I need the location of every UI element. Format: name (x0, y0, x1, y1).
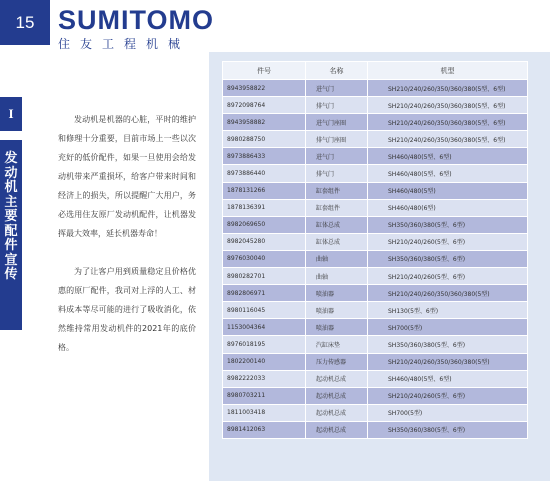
intro-paragraph-1: 发动机是机器的心脏，平时的维护和修理十分重要，目前市场上一些以次充好的低价配件，如果一旦使用会给发动机带来严重损坏，给客户带来时间和经济上的损失，所以提醒广大用户，务必选用住友原厂发动机配件，让机器发挥最大效率，延长机器寿命！ (58, 115, 196, 238)
section-number: I (0, 97, 22, 131)
cell-name: 起动机总成 (306, 370, 368, 387)
cell-part-number: 8982045280 (223, 233, 306, 250)
section-title-char: 发 (4, 151, 18, 166)
brand-name-cn: 住友工程机械 (58, 37, 191, 51)
cell-model: SH700(5型) (368, 319, 528, 336)
table-row (223, 182, 528, 199)
cell-model: SH460/480(6型) (368, 199, 528, 216)
cell-model: SH460/480(5型) (368, 182, 528, 199)
cell-model: SH210/240/260/350/360/380(5型、6型) (368, 114, 528, 131)
table-row (223, 148, 528, 165)
cell-part-number: 8972098764 (223, 97, 306, 114)
cell-name: 进气门 (306, 148, 368, 165)
cell-model: SH350/360/380(5型、6型) (368, 250, 528, 267)
cell-part-number: 1878136391 (223, 199, 306, 216)
section-title-char: 件 (4, 238, 18, 253)
table-row (223, 97, 528, 114)
header-model: 机型 (368, 62, 528, 80)
cell-name: 起动机总成 (306, 421, 368, 438)
section-title-char: 配 (4, 223, 18, 239)
cell-part-number: 8943958882 (223, 114, 306, 131)
table-row (223, 404, 528, 421)
section-title-char: 主 (4, 194, 18, 210)
header-name: 名称 (306, 62, 368, 80)
cell-part-number: 8980282701 (223, 268, 306, 285)
cell-model: SH210/240/260/350/360/380(5型、6型) (368, 131, 528, 148)
cell-part-number: 8982222033 (223, 370, 306, 387)
table-row (223, 353, 528, 370)
table-row (223, 302, 528, 319)
cell-model: SH210/240/260/350/360/380(5型、6型) (368, 97, 528, 114)
cell-model: SH350/360/380(5型、6型) (368, 421, 528, 438)
table-row (223, 421, 528, 438)
cell-model: SH210/240/260(5型、6型) (368, 233, 528, 250)
table-row (223, 165, 528, 182)
page-number: 15 (0, 0, 50, 45)
cell-part-number: 8976018195 (223, 336, 306, 353)
cell-name: 排气门 (306, 165, 368, 182)
cell-model: SH130(5型、6型) (368, 302, 528, 319)
cell-part-number: 8982069650 (223, 216, 306, 233)
cell-name: 进气门座圈 (306, 114, 368, 131)
cell-name: 喷油器 (306, 302, 368, 319)
cell-name: 喷油器 (306, 285, 368, 302)
cell-part-number: 1811003418 (223, 404, 306, 421)
cell-part-number: 1153004364 (223, 319, 306, 336)
cell-part-number: 8982806971 (223, 285, 306, 302)
table-row (223, 199, 528, 216)
cell-model: SH210/240/260/350/360/380(5型) (368, 285, 528, 302)
table-row (223, 370, 528, 387)
cell-name: 曲轴 (306, 250, 368, 267)
cell-part-number: 8981412063 (223, 421, 306, 438)
cell-model: SH700(5型) (368, 404, 528, 421)
header-part-number: 件号 (223, 62, 306, 80)
cell-name: 汽缸床垫 (306, 336, 368, 353)
cell-part-number: 8980116045 (223, 302, 306, 319)
cell-name: 起动机总成 (306, 404, 368, 421)
table-row (223, 268, 528, 285)
section-title-char: 传 (4, 267, 18, 282)
brand-name: SUMITOMO (58, 5, 214, 35)
cell-model: SH460/480(5型、6型) (368, 370, 528, 387)
cell-part-number: 1802200140 (223, 353, 306, 370)
section-title-char: 宣 (4, 252, 18, 268)
table-row (223, 216, 528, 233)
cell-model: SH460/480(5型、6型) (368, 148, 528, 165)
cell-name: 缸体总成 (306, 233, 368, 250)
intro-paragraph-2: 为了让客户用到质量稳定且价格优惠的原厂配件，我司对上浮的人工、材料成本等尽可能的进行了吸收消化，依然维持常用发动机件的2021年的底价格。 (58, 267, 196, 352)
brand-logo (58, 7, 214, 51)
table-row (223, 285, 528, 302)
cell-name: 进气门 (306, 80, 368, 97)
intro-text (58, 110, 196, 357)
table-row (223, 336, 528, 353)
cell-part-number: 8976030040 (223, 250, 306, 267)
section-title-char: 要 (4, 209, 18, 224)
cell-name: 曲轴 (306, 268, 368, 285)
parts-table (222, 61, 528, 439)
section-title-char: 动 (4, 165, 18, 181)
section-title-char: 机 (4, 180, 18, 195)
cell-name: 排气门座圈 (306, 131, 368, 148)
table-row (223, 250, 528, 267)
cell-part-number: 8980703211 (223, 387, 306, 404)
cell-part-number: 8943958822 (223, 80, 306, 97)
cell-model: SH460/480(5型、6型) (368, 165, 528, 182)
table-row (223, 319, 528, 336)
cell-name: 压力传感器 (306, 353, 368, 370)
table-header-row (223, 62, 528, 80)
cell-model: SH350/360/380(5型、6型) (368, 336, 528, 353)
cell-name: 缸套组件 (306, 182, 368, 199)
cell-model: SH210/240/260(5型、6型) (368, 387, 528, 404)
table-row (223, 131, 528, 148)
table-row (223, 387, 528, 404)
cell-name: 缸套组件 (306, 199, 368, 216)
cell-part-number: 8973886433 (223, 148, 306, 165)
cell-model: SH210/240/260/350/360/380(5型、6型) (368, 80, 528, 97)
cell-model: SH210/240/260/350/360/380(5型) (368, 353, 528, 370)
cell-name: 缸体总成 (306, 216, 368, 233)
cell-model: SH350/360/380(5型、6型) (368, 216, 528, 233)
cell-name: 起动机总成 (306, 387, 368, 404)
cell-part-number: 1878131266 (223, 182, 306, 199)
table-row (223, 233, 528, 250)
cell-model: SH210/240/260(5型、6型) (368, 268, 528, 285)
table-row (223, 80, 528, 97)
cell-part-number: 8973886440 (223, 165, 306, 182)
table-row (223, 114, 528, 131)
cell-name: 排气门 (306, 97, 368, 114)
section-title (0, 140, 22, 330)
cell-name: 喷油器 (306, 319, 368, 336)
cell-part-number: 8980288750 (223, 131, 306, 148)
